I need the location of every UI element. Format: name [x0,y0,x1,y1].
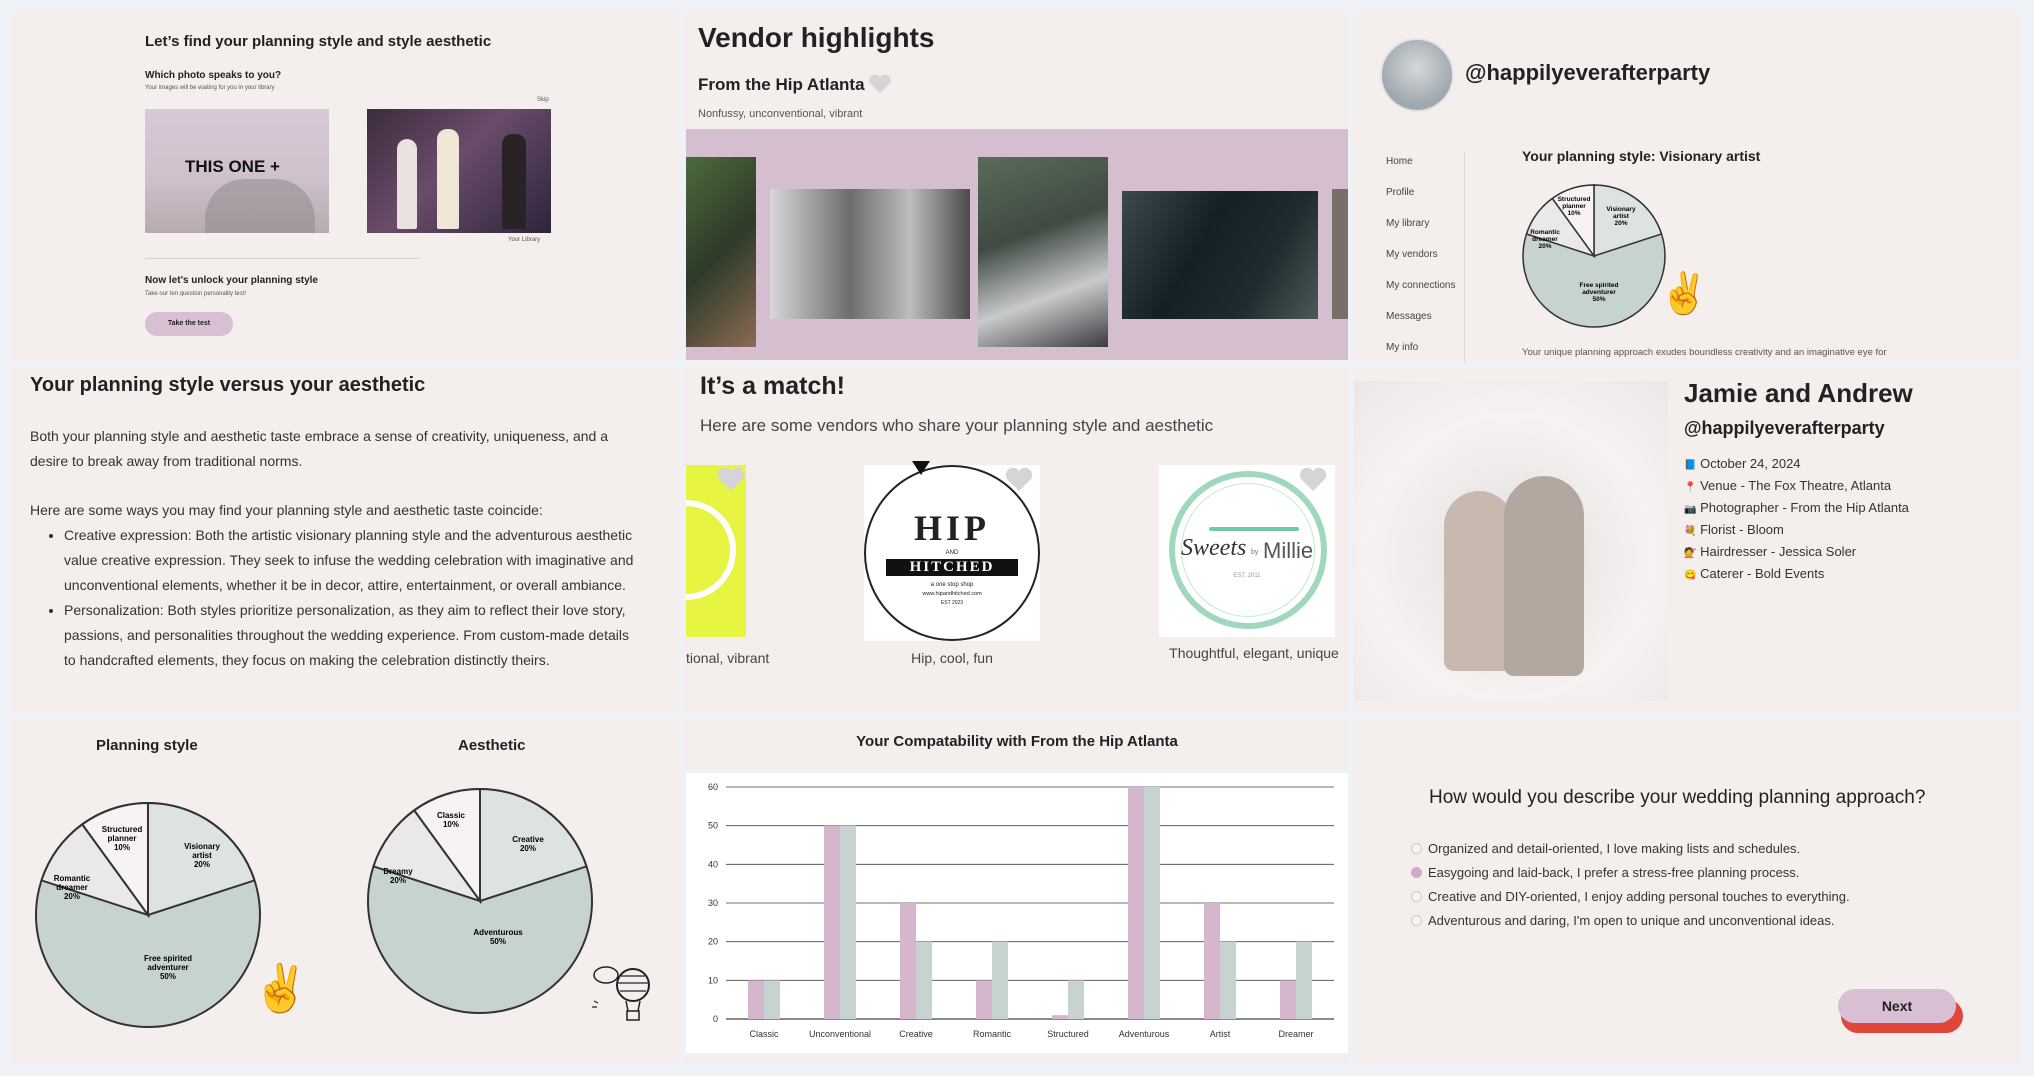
profile-pie-label-structured: Structured planner 10% [1557,196,1591,217]
x-tick-label: Structured [1047,1029,1089,1039]
vendor-1-heart-icon[interactable] [716,466,746,492]
vendor-2-logo-est: EST 2023 [940,600,964,606]
aesthetic-pie [364,785,596,1017]
nav-my-info[interactable]: My info [1386,342,1419,353]
panel-style-vs-aesthetic [12,368,680,713]
divider [145,258,420,259]
panel-vendor-highlights [686,12,1348,362]
avatar[interactable] [1380,38,1454,112]
favorite-heart-icon[interactable] [868,73,892,94]
library-label: Your Library [508,237,541,243]
answer-options [1411,841,1850,937]
skip-link[interactable]: Skip [537,97,549,103]
bar [900,903,916,1019]
planning-pie-label-free-spirited: Free spirited adventurer 50% [143,954,193,981]
bouquet-icon: 💐 [1684,526,1697,537]
unlock-subtext: Take our ten question personality test! [145,291,247,297]
detail-date [1684,456,2014,478]
y-tick-label: 60 [707,782,718,792]
vendor-3-heart-icon[interactable] [1298,466,1328,492]
detail-hairdresser-text: Hairdresser - Jessica Soler [1700,544,1857,559]
panel-style-pies [12,719,680,1064]
nav-profile[interactable]: Profile [1386,187,1415,198]
panel-compatibility-chart [686,719,1348,1064]
aesthetic-pie-label-creative: Creative 20% [512,835,544,853]
planning-pie-label-visionary: Visionary artist 20% [184,842,220,869]
compatibility-bar-chart [686,773,1348,1053]
photo-option-sunset[interactable] [145,109,329,233]
detail-florist-text: Florist - Bloom [1700,522,1784,537]
bar [1280,980,1296,1019]
unlock-title: Now let’s unlock your planning style [145,275,318,286]
panel-couple-profile [1354,368,2020,713]
photo-option-party[interactable] [367,109,551,233]
bar [1296,942,1312,1019]
y-tick-label: 10 [707,975,718,986]
bar [1220,942,1236,1019]
couple-figure-right [1504,476,1584,676]
bar [916,942,932,1019]
y-tick-label: 20 [707,936,718,947]
vendor-2-logo-url: www.hipandhitched.com [922,591,982,597]
banner-photo-1[interactable] [686,157,756,347]
answer-option-3-label: Creative and DIY-oriented, I enjoy adding personal touches to everything. [1428,889,1850,904]
wedding-details-list [1684,456,2014,588]
radio-icon[interactable] [1411,843,1422,854]
detail-florist [1684,522,2014,544]
radio-icon[interactable] [1411,891,1422,902]
bullet-creative-expression: • Creative expression: Both the artistic visionary planning style and the adventurous aesthetic value creative expression. They seek to infuse the wedding celebration with imaginative and unconventional elements, whether it be in decor, attire, entertainment, or overall ambiance. [64,523,642,598]
bar [992,942,1008,1019]
radio-icon[interactable] [1411,867,1422,878]
crowd-silhouette [205,179,315,233]
detail-photographer-text: Photographer - From the Hip Atlanta [1700,500,1909,515]
figure-bride [437,129,459,229]
vendor-3-logo-name: Millie [1263,538,1314,563]
bar [976,980,992,1019]
bar [840,826,856,1019]
chart-title: Your Compatability with From the Hip Atlanta [856,733,1178,750]
planning-style-pie [32,799,264,1031]
detail-date-text: October 24, 2024 [1700,456,1801,471]
y-tick-label: 30 [707,898,718,908]
planning-style-heading: Your planning style: Visionary artist [1522,148,1761,164]
profile-pie-label-romantic: Romantic dreamer 20% [1530,229,1560,250]
aesthetic-pie-title: Aesthetic [458,737,526,754]
panel-photo-quiz [12,12,680,362]
match-subtitle: Here are some vendors who share your planning style and aesthetic [700,416,1214,435]
vendor-3-logo-by: by [1251,549,1259,556]
comparison-intro: Both your planning style and aesthetic taste embrace a sense of creativity, uniqueness, and a desire to break away from traditional norms. [30,428,608,469]
x-tick-label: Adventurous [1118,1029,1170,1039]
banner-photo-4[interactable] [1122,191,1318,319]
nav-divider [1464,152,1465,362]
x-tick-label: Dreamer [1278,1029,1314,1039]
bar [1144,787,1160,1019]
x-tick-label: Romantic [972,1029,1012,1039]
vendor-3-whisk-icon [1209,527,1299,531]
x-tick-label: Unconventional [808,1029,872,1039]
answer-option-4[interactable] [1411,913,1850,937]
figure-guest [397,139,417,229]
nav-home[interactable]: Home [1386,156,1413,167]
profile-pie-label-free-spirited: Free spirited adventurer 50% [1579,282,1619,303]
y-tick-label: 0 [712,1014,718,1024]
quiz-question: Which photo speaks to you? [145,70,282,81]
banner-photo-2[interactable] [770,189,970,319]
vendor-1-caption: tional, vibrant [686,650,770,666]
bar [1204,903,1220,1019]
vendor-2-logo-sub: HITCHED [886,559,1018,576]
panel-planning-question [1354,719,2020,1064]
vendor-tags: Nonfussy, unconventional, vibrant [698,108,863,120]
quiz-title: Let’s find your planning style and style aesthetic [145,33,492,50]
nav-my-library[interactable]: My library [1386,218,1430,229]
vendor-1-logo-mark [686,500,736,600]
vendor-2-heart-icon[interactable] [1004,466,1034,492]
couple-photo[interactable] [1354,381,1668,701]
vendor-2-logo-tag: a one stop shop [930,582,974,588]
y-tick-label: 50 [707,820,718,831]
answer-option-4-label: Adventurous and daring, I'm open to unique and unconventional ideas. [1428,913,1835,928]
match-title: It’s a match! [700,372,845,400]
vendor-3-logo-main: Sweets [1181,535,1247,561]
vendor-2-logo-main: HIP [913,508,990,548]
x-tick-label: Artist [1209,1029,1231,1039]
detail-photographer [1684,500,2014,522]
answer-option-2[interactable] [1411,865,1850,889]
planning-pie-label-structured: Structured planner 10% [101,825,143,852]
x-tick-label: Classic [749,1029,779,1039]
peace-hand-icon: ✌ [1659,272,1709,316]
banner-photo-3[interactable] [978,157,1108,347]
aesthetic-pie-label-dreamy: Dreamy 20% [383,867,413,885]
bar [824,826,840,1019]
bar [1068,980,1084,1019]
aesthetic-pie-label-classic: Classic 10% [436,811,466,829]
answer-option-1-label: Organized and detail-oriented, I love making lists and schedules. [1428,841,1801,856]
vendor-2-logo-and: AND [945,550,959,556]
comparison-lead: Here are some ways you may find your planning style and aesthetic taste coincide: [30,502,543,518]
profile-pie-label-visionary: Visionary artist 20% [1606,206,1636,227]
answer-option-1[interactable] [1411,841,1850,865]
this-one-overlay: THIS ONE + [185,157,280,176]
camera-icon: 📷 [1684,504,1697,515]
bar [748,980,764,1019]
nav-my-connections[interactable]: My connections [1386,280,1456,291]
bar [1128,787,1144,1019]
profile-handle: @happilyeverafterparty [1465,60,1711,85]
panel-its-a-match [686,368,1348,713]
figure-groom [502,134,526,229]
aesthetic-pie-label-adventurous: Adventurous 50% [473,928,523,946]
couple-handle: @happilyeverafterparty [1684,418,1885,438]
comparison-title: Your planning style versus your aesthetic [30,374,426,396]
planning-style-caption: Your unique planning approach exudes boundless creativity and an imaginative eye for [1522,347,1887,358]
detail-caterer-text: Caterer - Bold Events [1700,566,1825,581]
yum-face-icon: 😋 [1684,570,1697,581]
comparison-bullets [52,523,642,673]
peace-hand-icon: ✌ [252,962,310,1014]
photo-banner [686,129,1348,360]
vendor-name: From the Hip Atlanta [698,75,865,94]
vendor-highlights-title: Vendor highlights [698,22,935,53]
detail-venue [1684,478,2014,500]
vendor-2-logo-flag-icon [912,461,930,475]
hot-air-balloon-icon [588,961,658,1025]
next-button[interactable]: Next [1838,989,1956,1023]
bar [764,980,780,1019]
nav-messages[interactable]: Messages [1386,311,1432,322]
planning-pie-title: Planning style [96,737,198,754]
answer-option-2-label: Easygoing and laid-back, I prefer a stress-free planning process. [1428,865,1800,880]
quiz-subtext: Your images will be waiting for you in your library [145,85,275,91]
profile-pie-chart [1519,180,1669,332]
planning-pie-label-romantic: Romantic dreamer 20% [53,874,91,901]
radio-icon[interactable] [1411,915,1422,926]
vendor-3-caption: Thoughtful, elegant, unique [1169,645,1339,661]
x-tick-label: Creative [899,1029,933,1039]
panel-profile [1354,12,2020,362]
bar [1052,1015,1068,1019]
vendor-2-caption: Hip, cool, fun [911,650,993,666]
take-test-button[interactable]: Take the test [145,312,233,336]
nav-my-vendors[interactable]: My vendors [1386,249,1438,260]
answer-option-3[interactable] [1411,889,1850,913]
pin-icon: 📍 [1684,482,1697,493]
vendor-3-logo-est: EST. 2011 [1233,573,1261,579]
detail-venue-text: Venue - The Fox Theatre, Atlanta [1700,478,1892,493]
calendar-icon: 📘 [1684,460,1697,471]
y-tick-label: 40 [707,859,718,870]
haircut-icon: 💇 [1684,548,1697,559]
bullet-personalization: • Personalization: Both styles prioritize personalization, as they aim to reflect their love story, passions, and personalities throughout the wedding experience. From custom-made details to handcrafted elements, they focus on making the celebration distinctly theirs. [64,598,642,673]
banner-photo-5[interactable] [1332,189,1348,319]
detail-caterer [1684,566,2014,588]
detail-hairdresser [1684,544,2014,566]
couple-names: Jamie and Andrew [1684,378,1913,408]
quiz-question-text: How would you describe your wedding planning approach? [1429,787,1926,808]
